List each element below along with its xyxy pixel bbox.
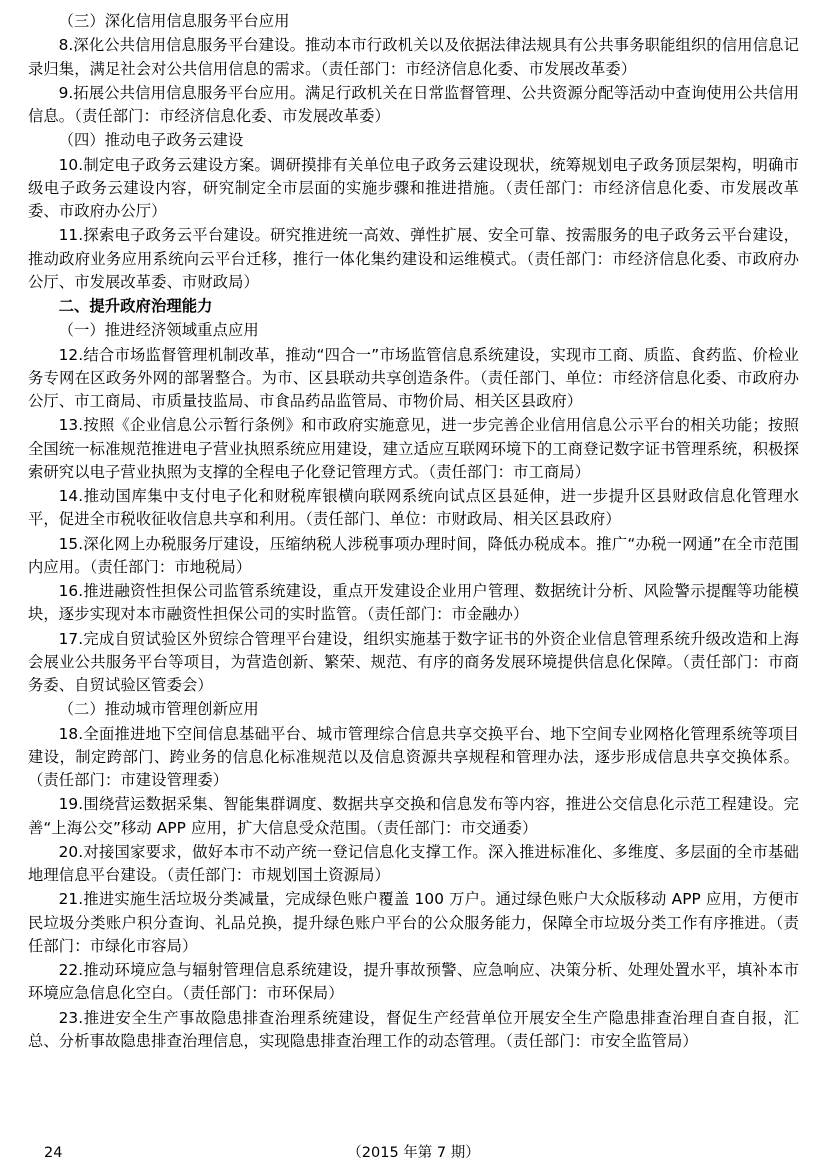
paragraph: 12.结合市场监督管理机制改革，推动“四合一”市场监管信息系统建设，实现市工商、质监、食药监、价检业务专网在区政务外网的部署整合。为市、区县联动共享创造条件。（责任部门、单位：市经济信息化委、市政府办公厅、市工商局、市质量技监局、市食品药品监管局、市物价局、相关区县政府）: [28, 345, 799, 410]
paragraph: 9.拓展公共信用信息服务平台应用。满足行政机关在日常监督管理、公共资源分配等活动中查询使用公共信用信息。（责任部门：市经济信息化委、市发展改革委）: [28, 83, 799, 125]
paragraph: 16.推进融资性担保公司监管系统建设，重点开发建设企业用户管理、数据统计分析、风险警示提醒等功能模块，逐步实现对本市融资性担保公司的实时监管。（责任部门：市金融办）: [28, 582, 799, 624]
paragraph: 10.制定电子政务云建设方案。调研摸排有关单位电子政务云建设现状，统筹规划电子政务顶层架构，明确市级电子政务云建设内容，研究制定全市层面的实施步骤和推进措施。（责任部门：市经济信息化委、市发展改革委、市政府办公厅）: [28, 155, 799, 220]
section-heading: （二）推动城市管理创新应用: [58, 700, 259, 719]
section-heading: （三）深化信用信息服务平台应用: [58, 12, 290, 30]
paragraph: 11.探索电子政务云平台建设。研究推进统一高效、弹性扩展、安全可靠、按需服务的电子政务云平台建设，推动政府业务应用系统向云平台迁移，推行一体化集约建设和运维模式。（责任部门：市经济信息化委、市政府办公厅、市发展改革委、市财政局）: [28, 226, 799, 291]
page-number: 24: [44, 1145, 63, 1161]
paragraph: 19.围绕营运数据采集、智能集群调度、数据共享交换和信息发布等内容，推进公交信息化示范工程建设。完善“上海公交”移动 APP 应用，扩大信息受众范围。（责任部门：市交通委）: [28, 795, 799, 837]
paragraph: 18.全面推进地下空间信息基础平台、城市管理综合信息共享交换平台、地下空间专业网格化管理系统等项目建设，制定跨部门、跨业务的信息化标准规范以及信息资源共享规程和管理办法，逐步形成信息共享交换体系。（责任部门：市建设管理委）: [28, 724, 799, 789]
paragraph: 13.按照《企业信息公示暂行条例》和市政府实施意见，进一步完善企业信用信息公示平台的相关功能；按照全国统一标准规范推进电子营业执照系统应用建设，建立适应互联网环境下的工商登记数字证书管理系统，积极探索研究以电子营业执照为支撑的全程电子化登记管理方式。（责任部门：市工商局）: [28, 416, 799, 481]
paragraph: 14.推动国库集中支付电子化和财税库银横向联网系统向试点区县延伸，进一步提升区县财政信息化管理水平，促进全市税收征收信息共享和利用。（责任部门、单位：市财政局、相关区县政府）: [28, 487, 799, 529]
section-heading: （一）推进经济领域重点应用: [58, 321, 259, 340]
paragraph: 22.推动环境应急与辐射管理信息系统建设，提升事故预警、应急响应、决策分析、处理处置水平，填补本市环境应急信息化空白。（责任部门：市环保局）: [28, 961, 799, 1003]
document-body: [28, 10, 799, 1053]
paragraph: 21.推进实施生活垃圾分类减量，完成绿色账户覆盖 100 万户。通过绿色账户大众版移动 APP 应用，方便市民垃圾分类账户积分查询、礼品兑换，提升绿色账户平台的公众服务能力，保障全市垃圾分类工作有序推进。（责任部门：市绿化市容局）: [28, 890, 799, 955]
paragraph: 8.深化公共信用信息服务平台建设。推动本市行政机关以及依据法律法规具有公共事务职能组织的信用信息记录归集，满足社会对公共信用信息的需求。（责任部门：市经济信息化委、市发展改革委）: [28, 36, 799, 78]
paragraph: 23.推进安全生产事故隐患排查治理系统建设，督促生产经营单位开展安全生产隐患排查治理自查自报，汇总、分析事故隐患排查治理信息，实现隐患排查治理工作的动态管理。（责任部门：市安全监管局）: [28, 1008, 799, 1050]
paragraph: 20.对接国家要求，做好本市不动产统一登记信息化支撑工作。深入推进标准化、多维度、多层面的全市基础地理信息平台建设。（责任部门：市规划国土资源局）: [28, 842, 799, 884]
paragraph: 15.深化网上办税服务厅建设，压缩纳税人涉税事项办理时间，降低办税成本。推广“办税一网通”在全市范围内应用。（责任部门：市地税局）: [28, 534, 799, 576]
paragraph: 17.完成自贸试验区外贸综合管理平台建设，组织实施基于数字证书的外资企业信息管理系统升级改造和上海会展业公共服务平台等项目，为营造创新、繁荣、规范、有序的商务发展环境提供信息化保障。（责任部门：市商务委、自贸试验区管委会）: [28, 629, 799, 694]
issue-label: （2015 年第 7 期）: [347, 1145, 480, 1161]
section-heading-main: 二、提升政府治理能力: [58, 297, 213, 315]
page-footer: [28, 1142, 799, 1164]
section-heading: （四）推动电子政务云建设: [58, 131, 244, 150]
